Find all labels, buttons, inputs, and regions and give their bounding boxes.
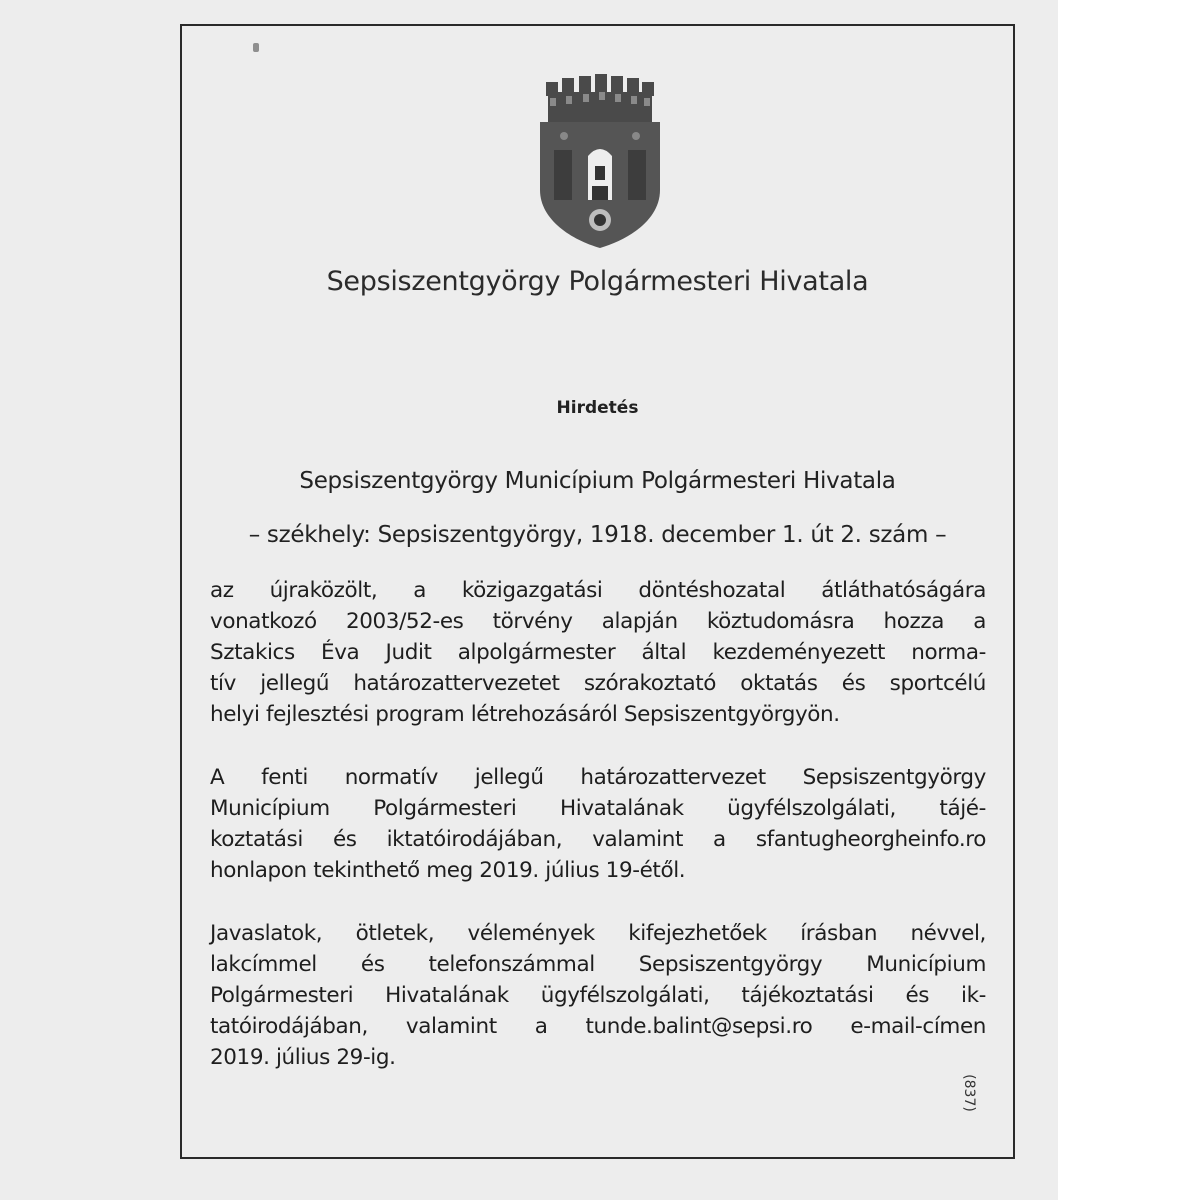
text-line: honlapon tekinthető meg 2019. július 19-étől. [210,858,686,883]
text-line: koztatási és iktatóirodájában, valamint a sfantugheorgheinfo.ro [210,827,986,852]
text-line: 2019. július 29-ig. [210,1045,396,1070]
text-line: Javaslatok, ötletek, vélemények kifejezhetőek írásban névvel, [210,921,986,946]
text-line: az újraközölt, a közigazgatási döntéshozatal átláthatóságára [210,578,986,603]
issuer-title: Sepsiszentgyörgy Polgármesteri Hivatala [326,266,869,297]
organization-address: – székhely: Sepsiszentgyörgy, 1918. december 1. út 2. szám – [248,522,947,548]
text-line: vonatkozó 2003/52-es törvény alapján köztudomásra hozza a [210,609,986,634]
text-line: Polgármesteri Hivatalának ügyfélszolgálati, tájékoztatási és ik- [210,983,986,1008]
paragraph-1 [210,575,986,730]
coat-of-arms-icon [538,70,662,250]
text-line: tív jellegű határozattervezetet szórakoztató oktatás és sportcélú [210,671,986,696]
organization-name: Sepsiszentgyörgy Municípium Polgármesteri Hivatala [299,468,896,494]
text-line: tatóirodájában, valamint a tunde.balint@sepsi.ro e-mail-címen [210,1014,986,1039]
text-line: helyi fejlesztési program létrehozásáról Sepsiszentgyörgyön. [210,702,840,727]
text-line: A fenti normatív jellegű határozattervezet Sepsiszentgyörgy [210,765,986,790]
text-line: Sztakics Éva Judit alpolgármester által kezdeményezett norma- [210,640,986,665]
paragraph-2 [210,762,986,886]
announcement-heading: Hirdetés [556,398,639,418]
ad-code: (837) [960,1074,977,1112]
text-line: Municípium Polgármesteri Hivatalának ügyfélszolgálati, tájé- [210,796,986,821]
text-line: lakcímmel és telefonszámmal Sepsiszentgyörgy Municípium [210,952,986,977]
paragraph-3 [210,918,986,1073]
